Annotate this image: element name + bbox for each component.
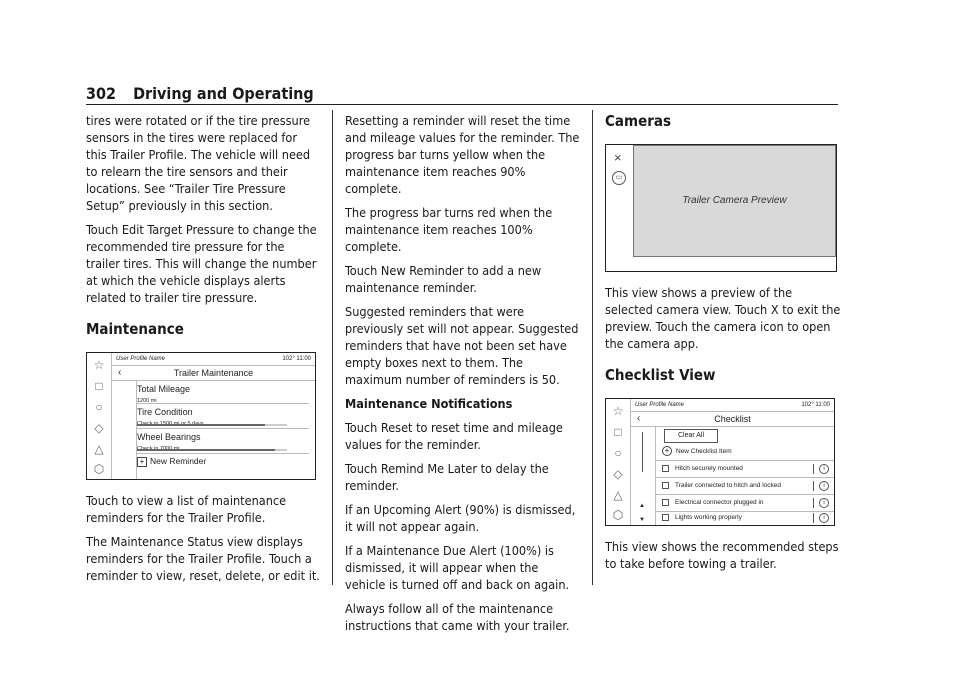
- checklist-screenshot: [605, 398, 835, 526]
- column-3: [605, 112, 841, 579]
- divider: [813, 464, 814, 474]
- paragraph: The Maintenance Status view displays reminders for the Trailer Profile. Touch a reminder to view, reset, delete, or edit it.: [86, 534, 320, 583]
- progress-bar: [137, 424, 287, 426]
- page-header: [86, 84, 314, 103]
- paragraph: If an Upcoming Alert (90%) is dismissed, it will not appear again.: [345, 502, 576, 534]
- camera-preview-label: Trailer Camera Preview: [682, 195, 787, 206]
- checklist-item-label: Lights working properly: [675, 514, 742, 521]
- new-reminder-button[interactable]: [137, 454, 309, 468]
- item-name: Tire Condition: [137, 407, 193, 417]
- checklist-item-label: Trailer connected to hitch and locked: [675, 482, 781, 489]
- paragraph: Touch Edit Target Pressure to change the recommended tire pressure for the trailer tires. This will change the number at which the vehicle displays alerts related to trailer tire pressure.: [86, 222, 317, 305]
- heading-cameras: Cameras: [605, 112, 672, 130]
- checkbox[interactable]: [662, 482, 669, 489]
- camera-screenshot: [605, 144, 837, 272]
- plus-icon: +: [137, 457, 147, 467]
- back-arrow-icon[interactable]: ‹: [637, 413, 641, 424]
- status-bar: [112, 353, 315, 365]
- triangle-icon: △: [613, 488, 623, 502]
- header-rule: [86, 104, 838, 105]
- new-reminder-label: New Reminder: [150, 456, 207, 466]
- list-item[interactable]: [137, 381, 309, 404]
- screen-sidebar: [606, 399, 631, 525]
- user-profile-name: User Profile Name: [116, 356, 166, 362]
- paragraph: The progress bar turns red when the maintenance item reaches 100% complete.: [345, 205, 553, 254]
- maintenance-screenshot: [86, 352, 316, 480]
- info-icon[interactable]: i: [819, 513, 829, 523]
- hexagon-icon: ⬡: [93, 462, 105, 476]
- star-icon: ☆: [612, 404, 624, 418]
- new-checklist-item-button[interactable]: [656, 444, 834, 461]
- circle-icon: ○: [614, 446, 622, 460]
- circle-icon: ○: [95, 400, 103, 414]
- page-number: 302: [86, 84, 117, 103]
- progress-fill: [137, 449, 275, 451]
- new-item-label: New Checklist Item: [676, 448, 732, 455]
- clear-all-label: Clear All: [677, 432, 705, 439]
- scrollbar[interactable]: [642, 432, 643, 472]
- star-icon: ☆: [93, 358, 105, 372]
- column-2: [345, 112, 581, 641]
- paragraph: Suggested reminders that were previously set will not appear. Suggested reminders that have not been set have empty boxes next to them. The maximum number of reminders is 50.: [345, 304, 579, 387]
- info-icon[interactable]: i: [819, 481, 829, 491]
- diamond-icon: ◇: [613, 467, 623, 481]
- screen-title-bar: [112, 365, 315, 381]
- status-bar: [631, 399, 834, 411]
- screen-sidebar: [87, 353, 112, 479]
- square-icon: □: [614, 425, 622, 439]
- item-sub: 1200 mi: [137, 398, 157, 404]
- checkbox[interactable]: [662, 499, 669, 506]
- item-name: Total Mileage: [137, 384, 191, 394]
- column-1: [86, 112, 320, 591]
- checkbox[interactable]: [662, 514, 669, 521]
- scroll-up-icon[interactable]: ▲: [639, 503, 645, 509]
- paragraph: This view shows a preview of the selected camera view. Touch X to exit the preview. Touch the camera icon to open the camera app.: [605, 285, 841, 351]
- left-strip: [112, 380, 137, 479]
- info-icon[interactable]: i: [819, 498, 829, 508]
- progress-bar: [137, 449, 287, 451]
- checklist-row[interactable]: [656, 478, 834, 495]
- checklist-item-label: Hitch securely mounted: [675, 465, 743, 472]
- section-title: Driving and Operating: [133, 84, 314, 103]
- hexagon-icon: ⬡: [612, 508, 624, 522]
- paragraph: Touch Reset to reset time and mileage values for the reminder.: [345, 420, 563, 452]
- progress-fill: [137, 424, 265, 426]
- clear-all-button[interactable]: [664, 429, 718, 443]
- screen-title-bar: [631, 411, 834, 427]
- camera-preview: [633, 145, 836, 257]
- paragraph: If a Maintenance Due Alert (100%) is dismissed, it will appear when the vehicle is turned off and back on again.: [345, 543, 570, 592]
- scroll-down-icon[interactable]: ▼: [639, 517, 645, 523]
- divider: [813, 481, 814, 491]
- square-icon: □: [95, 379, 103, 393]
- paragraph: Resetting a reminder will reset the time and mileage values for the reminder. The progress bar turns yellow when the maintenance item reaches 90% complete.: [345, 113, 580, 196]
- close-icon[interactable]: ×: [614, 150, 622, 165]
- heading-notifications: Maintenance Notifications: [345, 396, 513, 411]
- checkbox[interactable]: [662, 465, 669, 472]
- back-arrow-icon[interactable]: ‹: [118, 367, 122, 378]
- checklist-item-label: Electrical connector plugged in: [675, 499, 764, 506]
- diamond-icon: ◇: [94, 421, 104, 435]
- column-divider: [592, 110, 593, 585]
- checklist-row[interactable]: [656, 495, 834, 512]
- list-item[interactable]: [137, 404, 309, 429]
- info-icon[interactable]: i: [819, 464, 829, 474]
- paragraph: Touch Remind Me Later to delay the reminder.: [345, 461, 549, 493]
- divider: [813, 498, 814, 508]
- status-readout: 102° 11:00: [801, 402, 830, 408]
- item-name: Wheel Bearings: [137, 432, 201, 442]
- paragraph: tires were rotated or if the tire pressure sensors in the tires were replaced for this Trailer Profile. The vehicle will need to relearn the tire sensors and their locations. See “Trailer Tire Pressure Setup” previously in this section.: [86, 113, 311, 213]
- divider: [813, 513, 814, 523]
- plus-circle-icon: +: [662, 446, 672, 456]
- column-divider: [332, 110, 333, 585]
- paragraph: Touch New Reminder to add a new maintenance reminder.: [345, 263, 542, 295]
- user-profile-name: User Profile Name: [635, 402, 685, 408]
- screen-title: Checklist: [714, 414, 751, 424]
- scroll-strip[interactable]: [631, 426, 656, 525]
- paragraph: Always follow all of the maintenance instructions that came with your trailer.: [345, 601, 570, 633]
- paragraph: Touch to view a list of maintenance reminders for the Trailer Profile.: [86, 493, 287, 525]
- screen-title: Trailer Maintenance: [173, 368, 254, 378]
- checklist-row[interactable]: [656, 512, 834, 524]
- list-item[interactable]: [137, 429, 309, 454]
- heading-maintenance: Maintenance: [86, 320, 184, 338]
- triangle-icon: △: [94, 442, 104, 456]
- heading-checklist: Checklist View: [605, 366, 716, 384]
- checklist-row[interactable]: [656, 461, 834, 478]
- camera-icon[interactable]: ▭: [612, 171, 626, 185]
- status-readout: 102° 11:00: [282, 356, 311, 362]
- paragraph: This view shows the recommended steps to take before towing a trailer.: [605, 539, 839, 571]
